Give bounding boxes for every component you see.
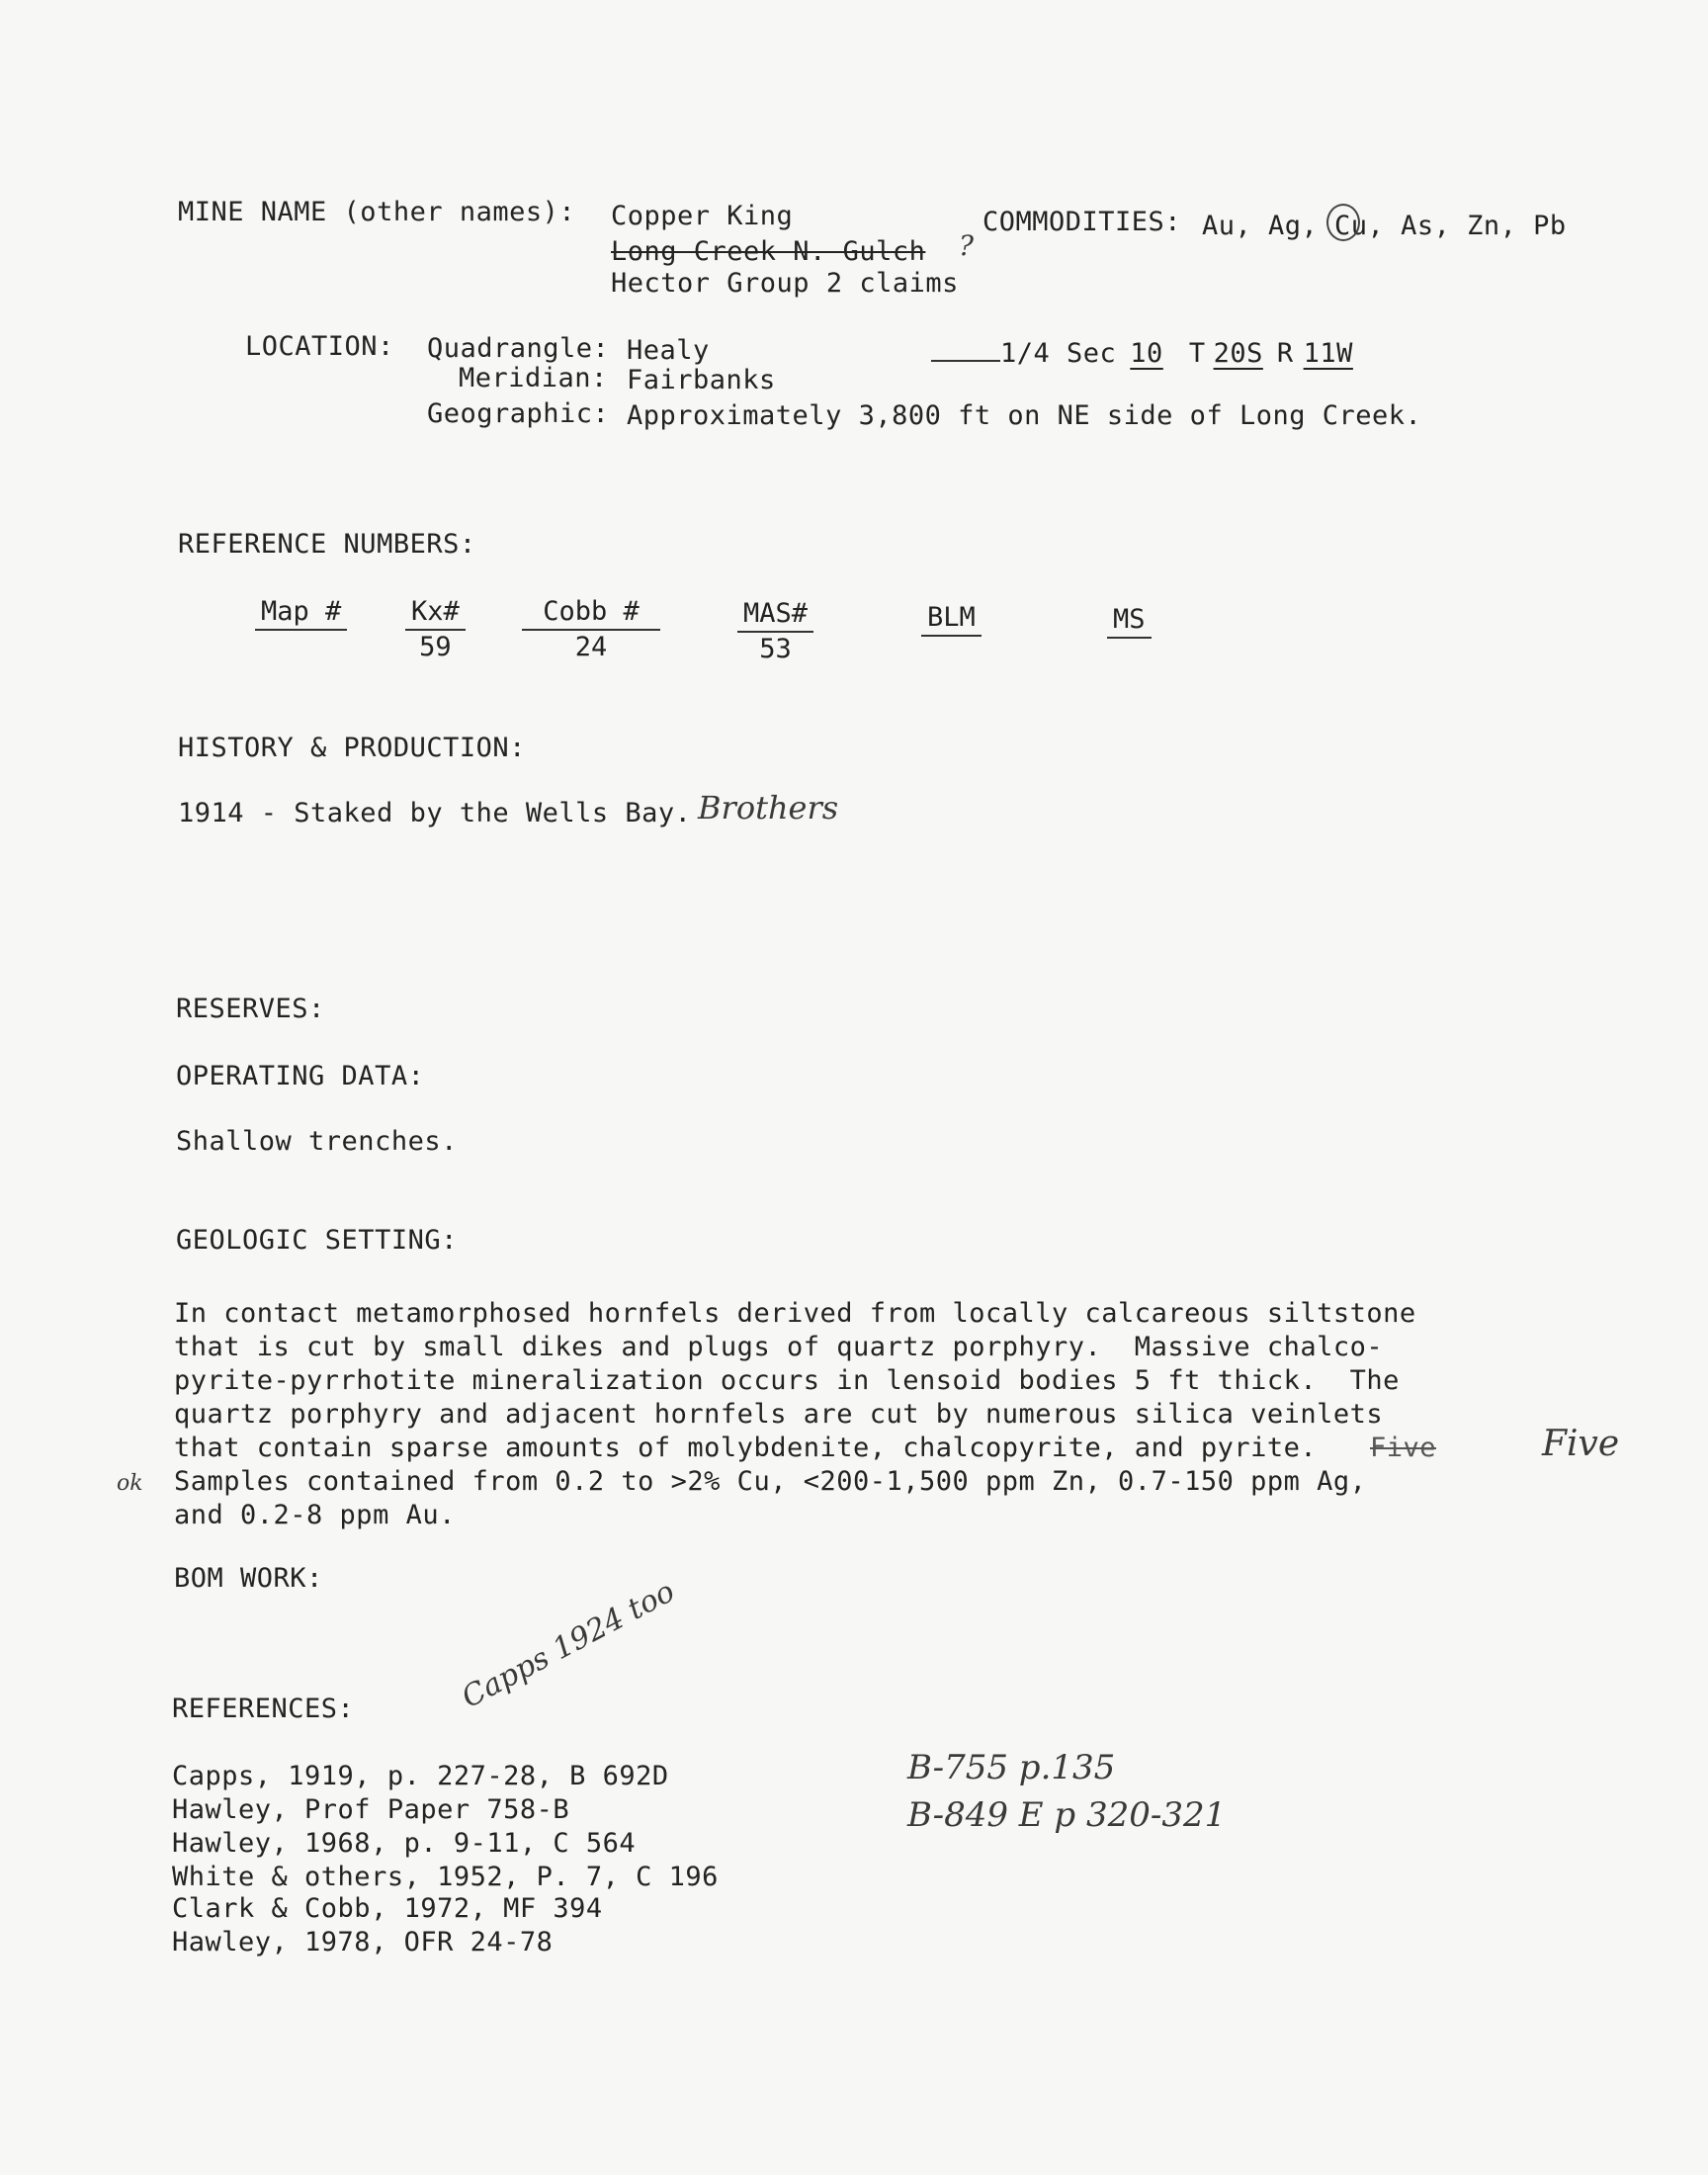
handwritten-capps-note: Capps 1924 too xyxy=(456,1574,681,1715)
reference-item-4: White & others, 1952, P. 7, C 196 xyxy=(172,1862,719,1892)
margin-note-ok: ok xyxy=(117,1471,143,1496)
ref-col-mas xyxy=(737,597,813,666)
geologic-line-7: and 0.2-8 ppm Au. xyxy=(174,1500,456,1530)
ref-map-label: Map # xyxy=(255,595,347,631)
reserves-label: RESERVES: xyxy=(176,994,325,1024)
mine-name-primary: Copper King xyxy=(611,201,794,231)
handwritten-ref-b849: B-849 E p 320-321 xyxy=(907,1795,1227,1835)
quarter-blank xyxy=(931,334,1000,362)
ref-cobb-value: 24 xyxy=(574,632,608,662)
range-label: R xyxy=(1276,338,1294,369)
quadrangle-label: Quadrangle: xyxy=(427,333,610,364)
reference-item-1: Capps, 1919, p. 227-28, B 692D xyxy=(172,1761,669,1791)
sec-twp-rng xyxy=(931,334,1363,371)
mine-name-alt-struck: Long Creek N. Gulch xyxy=(611,236,926,267)
reference-item-2: Hawley, Prof Paper 758-B xyxy=(172,1794,570,1825)
reference-numbers-label: REFERENCE NUMBERS: xyxy=(178,529,476,560)
geologic-setting-label: GEOLOGIC SETTING: xyxy=(176,1225,458,1256)
ref-cobb-label: Cobb # xyxy=(522,595,660,631)
handwritten-brothers: Brothers xyxy=(698,789,839,826)
mine-name-label: MINE NAME (other names): xyxy=(178,197,576,227)
geologic-line-1: In contact metamorphosed hornfels derived from locally calcareous siltstone xyxy=(174,1298,1416,1329)
operating-data-label: OPERATING DATA: xyxy=(176,1061,425,1091)
commodity-circle-mark xyxy=(1326,204,1360,241)
ref-col-blm xyxy=(921,601,982,637)
ref-blm-label: BLM xyxy=(921,601,982,637)
handwritten-five: Five xyxy=(1542,1424,1620,1464)
references-label: REFERENCES: xyxy=(172,1694,355,1724)
quarter-label: 1/4 Sec xyxy=(1000,338,1117,369)
operating-data-text: Shallow trenches. xyxy=(176,1126,458,1157)
handwritten-question-mark: ? xyxy=(959,229,975,262)
geographic-value: Approximately 3,800 ft on NE side of Long Creek. xyxy=(627,400,1422,431)
ref-kx-value: 59 xyxy=(419,632,452,662)
geographic-label: Geographic: xyxy=(427,398,610,429)
geologic-line-5: that contain sparse amounts of molybdenite, chalcopyrite, and pyrite. xyxy=(174,1433,1318,1463)
meridian-value: Fairbanks xyxy=(627,365,776,395)
reference-item-6: Hawley, 1978, OFR 24-78 xyxy=(172,1927,554,1958)
ref-kx-label: Kx# xyxy=(405,595,466,631)
commodities-label: COMMODITIES: xyxy=(982,207,1182,237)
handwritten-ref-b755: B-755 p.135 xyxy=(907,1748,1116,1787)
township-value: 20S xyxy=(1213,338,1263,369)
bom-work-label: BOM WORK: xyxy=(174,1563,323,1594)
commodities-list: Au, Ag, Cu, As, Zn, Pb xyxy=(1202,211,1567,241)
reference-item-5: Clark & Cobb, 1972, MF 394 xyxy=(172,1893,603,1924)
range-value: 11W xyxy=(1303,338,1353,369)
ref-col-map xyxy=(255,595,347,631)
geologic-line-4: quartz porphyry and adjacent hornfels are cut by numerous silica veinlets xyxy=(174,1399,1384,1430)
quadrangle-value: Healy xyxy=(627,335,710,366)
mine-name-alt: Hector Group 2 claims xyxy=(611,268,959,299)
history-label: HISTORY & PRODUCTION: xyxy=(178,733,526,763)
geologic-line-3: pyrite-pyrrhotite mineralization occurs in lensoid bodies 5 ft thick. The xyxy=(174,1365,1400,1396)
reference-item-3: Hawley, 1968, p. 9-11, C 564 xyxy=(172,1828,637,1859)
history-text: 1914 - Staked by the Wells Bay. xyxy=(178,798,692,828)
ref-mas-value: 53 xyxy=(759,634,792,664)
geologic-line-6: Samples contained from 0.2 to >2% Cu, <200-1,500 ppm Zn, 0.7-150 ppm Ag, xyxy=(174,1466,1367,1497)
location-label: LOCATION: xyxy=(245,331,394,362)
township-label: T xyxy=(1188,338,1206,369)
ref-ms-label: MS xyxy=(1107,603,1152,639)
geologic-line-2: that is cut by small dikes and plugs of quartz porphyry. Massive chalco- xyxy=(174,1332,1384,1362)
meridian-label: Meridian: xyxy=(459,363,608,393)
ref-col-cobb xyxy=(522,595,660,664)
ref-col-ms xyxy=(1107,603,1152,639)
ref-mas-label: MAS# xyxy=(737,597,813,633)
section-value: 10 xyxy=(1130,338,1163,369)
geologic-struck-word: Five xyxy=(1370,1433,1437,1463)
ref-col-kx xyxy=(405,595,466,664)
